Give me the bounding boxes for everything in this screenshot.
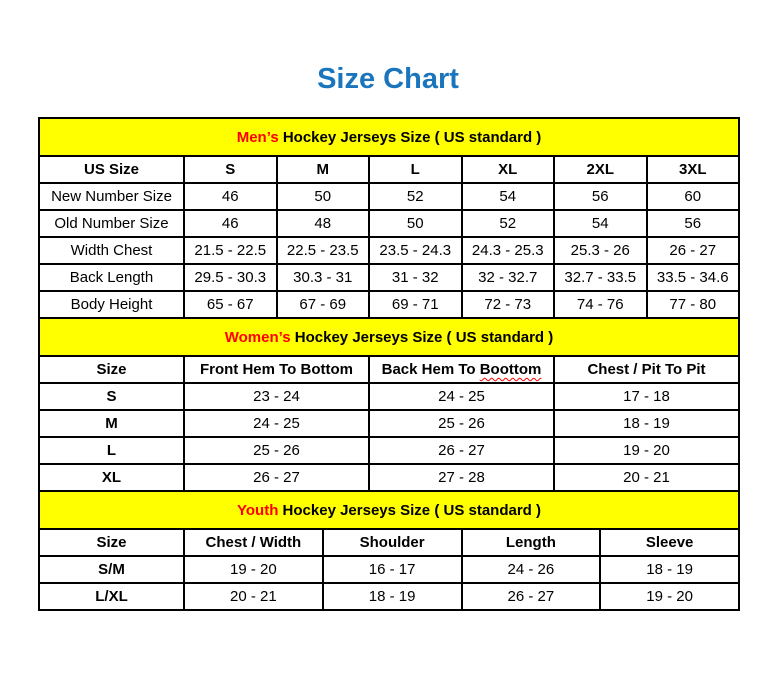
womens-row-label: L (39, 437, 184, 464)
mens-cell: 26 - 27 (647, 237, 740, 264)
youth-col-header: Length (462, 529, 601, 556)
youth-row-label: S/M (39, 556, 184, 583)
womens-col-header: Size (39, 356, 184, 383)
mens-row-body-height (39, 291, 739, 318)
youth-cell: 20 - 21 (184, 583, 323, 610)
youth-row-lxl (39, 583, 739, 610)
mens-cell: 46 (184, 183, 277, 210)
womens-row-label: XL (39, 464, 184, 491)
mens-cell: 48 (277, 210, 370, 237)
mens-cell: 67 - 69 (277, 291, 370, 318)
mens-cell: 31 - 32 (369, 264, 462, 291)
youth-banner-text: Hockey Jerseys Size ( US standard ) (282, 501, 541, 519)
size-chart-table (38, 117, 740, 611)
youth-col-header: Shoulder (323, 529, 462, 556)
womens-banner-text: Hockey Jerseys Size ( US standard ) (294, 328, 554, 346)
youth-col-header: Size (39, 529, 184, 556)
womens-col-header: Front Hem To Bottom (184, 356, 369, 383)
womens-row-label: M (39, 410, 184, 437)
womens-cell: 26 - 27 (369, 437, 554, 464)
womens-cell: 24 - 25 (184, 410, 369, 437)
youth-cell: 16 - 17 (323, 556, 462, 583)
youth-col-header: Chest / Width (184, 529, 323, 556)
youth-section-banner (39, 491, 739, 529)
womens-cell: 26 - 27 (184, 464, 369, 491)
mens-cell: 32 - 32.7 (462, 264, 555, 291)
womens-header-row (39, 356, 739, 383)
youth-header-row (39, 529, 739, 556)
mens-cell: 74 - 76 (554, 291, 647, 318)
mens-cell: 50 (277, 183, 370, 210)
mens-row-back-length (39, 264, 739, 291)
womens-row-m (39, 410, 739, 437)
mens-cell: 56 (554, 183, 647, 210)
youth-banner-row (39, 491, 739, 529)
youth-cell: 26 - 27 (462, 583, 601, 610)
mens-row-old-number (39, 210, 739, 237)
mens-cell: 30.3 - 31 (277, 264, 370, 291)
mens-cell: 29.5 - 30.3 (184, 264, 277, 291)
mens-cell: 69 - 71 (369, 291, 462, 318)
womens-cell: 19 - 20 (554, 437, 739, 464)
mens-row-label: Back Length (39, 264, 184, 291)
youth-cell: 19 - 20 (600, 583, 739, 610)
mens-row-label: Body Height (39, 291, 184, 318)
mens-cell: 52 (369, 183, 462, 210)
mens-cell: 54 (462, 183, 555, 210)
youth-row-label: L/XL (39, 583, 184, 610)
mens-col-header: 2XL (554, 156, 647, 183)
youth-col-header: Sleeve (600, 529, 739, 556)
mens-cell: 23.5 - 24.3 (369, 237, 462, 264)
page-title: Size Chart (317, 63, 459, 95)
womens-banner-highlight: Women’s (224, 328, 291, 346)
womens-banner-row (39, 318, 739, 356)
mens-cell: 65 - 67 (184, 291, 277, 318)
womens-col-header-back-pre: Back Hem To (381, 361, 476, 378)
womens-cell: 18 - 19 (554, 410, 739, 437)
mens-cell: 25.3 - 26 (554, 237, 647, 264)
womens-row-l (39, 437, 739, 464)
mens-cell: 54 (554, 210, 647, 237)
womens-cell: 24 - 25 (369, 383, 554, 410)
mens-cell: 77 - 80 (647, 291, 740, 318)
mens-cell: 60 (647, 183, 740, 210)
youth-cell: 19 - 20 (184, 556, 323, 583)
womens-row-xl (39, 464, 739, 491)
womens-row-s (39, 383, 739, 410)
womens-cell: 25 - 26 (369, 410, 554, 437)
mens-banner-row (39, 118, 739, 156)
youth-banner-highlight: Youth (237, 501, 279, 519)
mens-cell: 21.5 - 22.5 (184, 237, 277, 264)
mens-cell: 32.7 - 33.5 (554, 264, 647, 291)
womens-col-header (369, 356, 554, 383)
mens-cell: 72 - 73 (462, 291, 555, 318)
mens-cell: 52 (462, 210, 555, 237)
mens-col-header: S (184, 156, 277, 183)
mens-row-width-chest (39, 237, 739, 264)
mens-cell: 50 (369, 210, 462, 237)
mens-cell: 46 (184, 210, 277, 237)
womens-cell: 25 - 26 (184, 437, 369, 464)
mens-cell: 56 (647, 210, 740, 237)
mens-section-banner (39, 118, 739, 156)
womens-cell: 17 - 18 (554, 383, 739, 410)
womens-section-banner (39, 318, 739, 356)
mens-banner-text: Hockey Jerseys Size ( US standard ) (282, 128, 542, 146)
mens-row-label: Width Chest (39, 237, 184, 264)
mens-row-label: Old Number Size (39, 210, 184, 237)
womens-col-header: Chest / Pit To Pit (554, 356, 739, 383)
mens-cell: 33.5 - 34.6 (647, 264, 740, 291)
mens-col-header: XL (462, 156, 555, 183)
youth-cell: 18 - 19 (323, 583, 462, 610)
youth-row-sm (39, 556, 739, 583)
mens-row-new-number (39, 183, 739, 210)
youth-cell: 24 - 26 (462, 556, 601, 583)
mens-cell: 22.5 - 23.5 (277, 237, 370, 264)
mens-row-label: New Number Size (39, 183, 184, 210)
mens-banner-highlight: Men’s (236, 128, 279, 146)
mens-col-header: M (277, 156, 370, 183)
mens-col-header: US Size (39, 156, 184, 183)
mens-header-row (39, 156, 739, 183)
womens-row-label: S (39, 383, 184, 410)
misspelled-word: Boottom (479, 361, 542, 378)
mens-cell: 24.3 - 25.3 (462, 237, 555, 264)
womens-cell: 23 - 24 (184, 383, 369, 410)
womens-cell: 20 - 21 (554, 464, 739, 491)
womens-cell: 27 - 28 (369, 464, 554, 491)
mens-col-header: L (369, 156, 462, 183)
mens-col-header: 3XL (647, 156, 740, 183)
youth-cell: 18 - 19 (600, 556, 739, 583)
